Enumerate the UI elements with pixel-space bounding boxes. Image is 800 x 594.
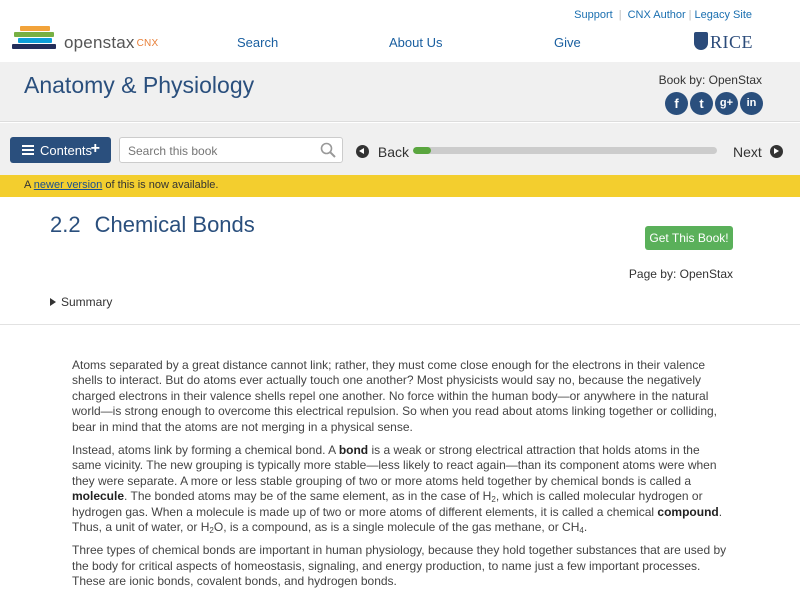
section-number: 2.2 bbox=[50, 212, 81, 237]
term-compound: compound bbox=[657, 504, 719, 519]
paragraph-2: Instead, atoms link by forming a chemical bond. A bond is a weak or strong electrical attraction that holds atoms in the same vicinity. The new grouping is typically more stable—less likely to react again—than its component atoms were when they were separate. A more or less stable grouping of two or more atoms held together by chemical bonds is called a molecule. The bonded atoms may be of the same element, as in the case of $H_2$, which is called molecular hydrogen or hydrogen gas. When a molecule is made up of two or more atoms of different elements, it is called a chemical compound. Thus, a unit of water, or $H_2O$, is a compound, as is a single molecule of the gas methane, or $CH_4$. bbox=[72, 443, 723, 536]
plus-icon: + bbox=[90, 140, 100, 157]
openstax-cnx-logo[interactable] bbox=[12, 26, 172, 54]
section-title-text: Chemical Bonds bbox=[94, 212, 255, 237]
paragraph-3: Three types of chemical bonds are important in human physiology, because they hold together substances that are used by the body for critical aspects of homeostasis, signaling, and energy production, to name just a few important processes. These are ionic bonds, covalent bonds, and hydrogen bonds. bbox=[72, 543, 727, 589]
book-title[interactable]: Anatomy & Physiology bbox=[24, 72, 255, 98]
reading-progress-bar bbox=[413, 147, 717, 154]
cnx-author-link[interactable]: CNX Author bbox=[627, 9, 686, 21]
get-this-book-button[interactable]: Get This Book! bbox=[645, 226, 733, 250]
paragraph-1: Atoms separated by a great distance cannot link; rather, they must come close enough for the electrons in their valence shells to interact. But do atoms ever actually touch one another? Most physicists would say no, because the negatively charged electrons in their valence shells repel one another. No force within the human body—or anywhere in the natural world—is strong enough to overcome this electrical repulsion. So when you read about atoms linking together or colliding, bear in mind that the atoms are not merging in a physical sense. bbox=[72, 358, 718, 434]
book-title-band bbox=[0, 62, 800, 122]
reading-progress-fill bbox=[413, 147, 431, 154]
book-stack-logo-icon bbox=[12, 26, 58, 54]
next-arrow-icon bbox=[770, 145, 783, 158]
summary-label: Summary bbox=[61, 295, 113, 309]
back-button[interactable] bbox=[356, 144, 409, 160]
search-box bbox=[119, 137, 343, 163]
page-content bbox=[72, 358, 732, 594]
twitter-icon[interactable]: t bbox=[690, 92, 713, 115]
newer-version-link[interactable]: newer version bbox=[33, 179, 103, 191]
nav-about-us[interactable]: About Us bbox=[389, 35, 443, 50]
divider bbox=[0, 324, 800, 325]
contents-label: Contents bbox=[40, 143, 93, 158]
nav-search[interactable]: Search bbox=[237, 35, 279, 50]
logo-text: openstax CNX bbox=[64, 33, 159, 52]
linkedin-icon[interactable]: in bbox=[740, 92, 763, 115]
search-icon[interactable] bbox=[320, 142, 336, 158]
term-molecule: molecule bbox=[72, 489, 125, 504]
google-plus-icon[interactable]: g+ bbox=[715, 92, 738, 115]
summary-toggle[interactable] bbox=[50, 295, 112, 309]
section-title bbox=[50, 212, 255, 238]
next-button[interactable] bbox=[733, 144, 783, 160]
facebook-icon[interactable]: f bbox=[665, 92, 688, 115]
newer-version-notice: A newer version of this is now available. bbox=[0, 175, 800, 197]
caret-right-icon bbox=[50, 298, 56, 306]
book-toolbar bbox=[0, 123, 800, 175]
list-icon bbox=[22, 145, 34, 155]
legacy-site-link[interactable]: Legacy Site bbox=[694, 9, 752, 21]
term-bond: bond bbox=[338, 443, 369, 458]
utility-links: Support | CNX Author | Legacy Site bbox=[574, 9, 752, 21]
top-navigation bbox=[0, 0, 800, 62]
next-label: Next bbox=[733, 144, 762, 160]
rice-logo-text: RICE bbox=[710, 32, 754, 52]
nav-give[interactable]: Give bbox=[554, 35, 581, 50]
page-by: Page by: OpenStax bbox=[628, 267, 733, 281]
contents-button[interactable] bbox=[10, 137, 111, 163]
search-input[interactable] bbox=[128, 142, 318, 159]
support-link[interactable]: Support bbox=[574, 9, 613, 21]
rice-shield-icon bbox=[694, 32, 708, 50]
book-by: Book by: OpenStax bbox=[658, 73, 762, 87]
back-arrow-icon bbox=[356, 145, 369, 158]
back-label: Back bbox=[377, 144, 410, 160]
